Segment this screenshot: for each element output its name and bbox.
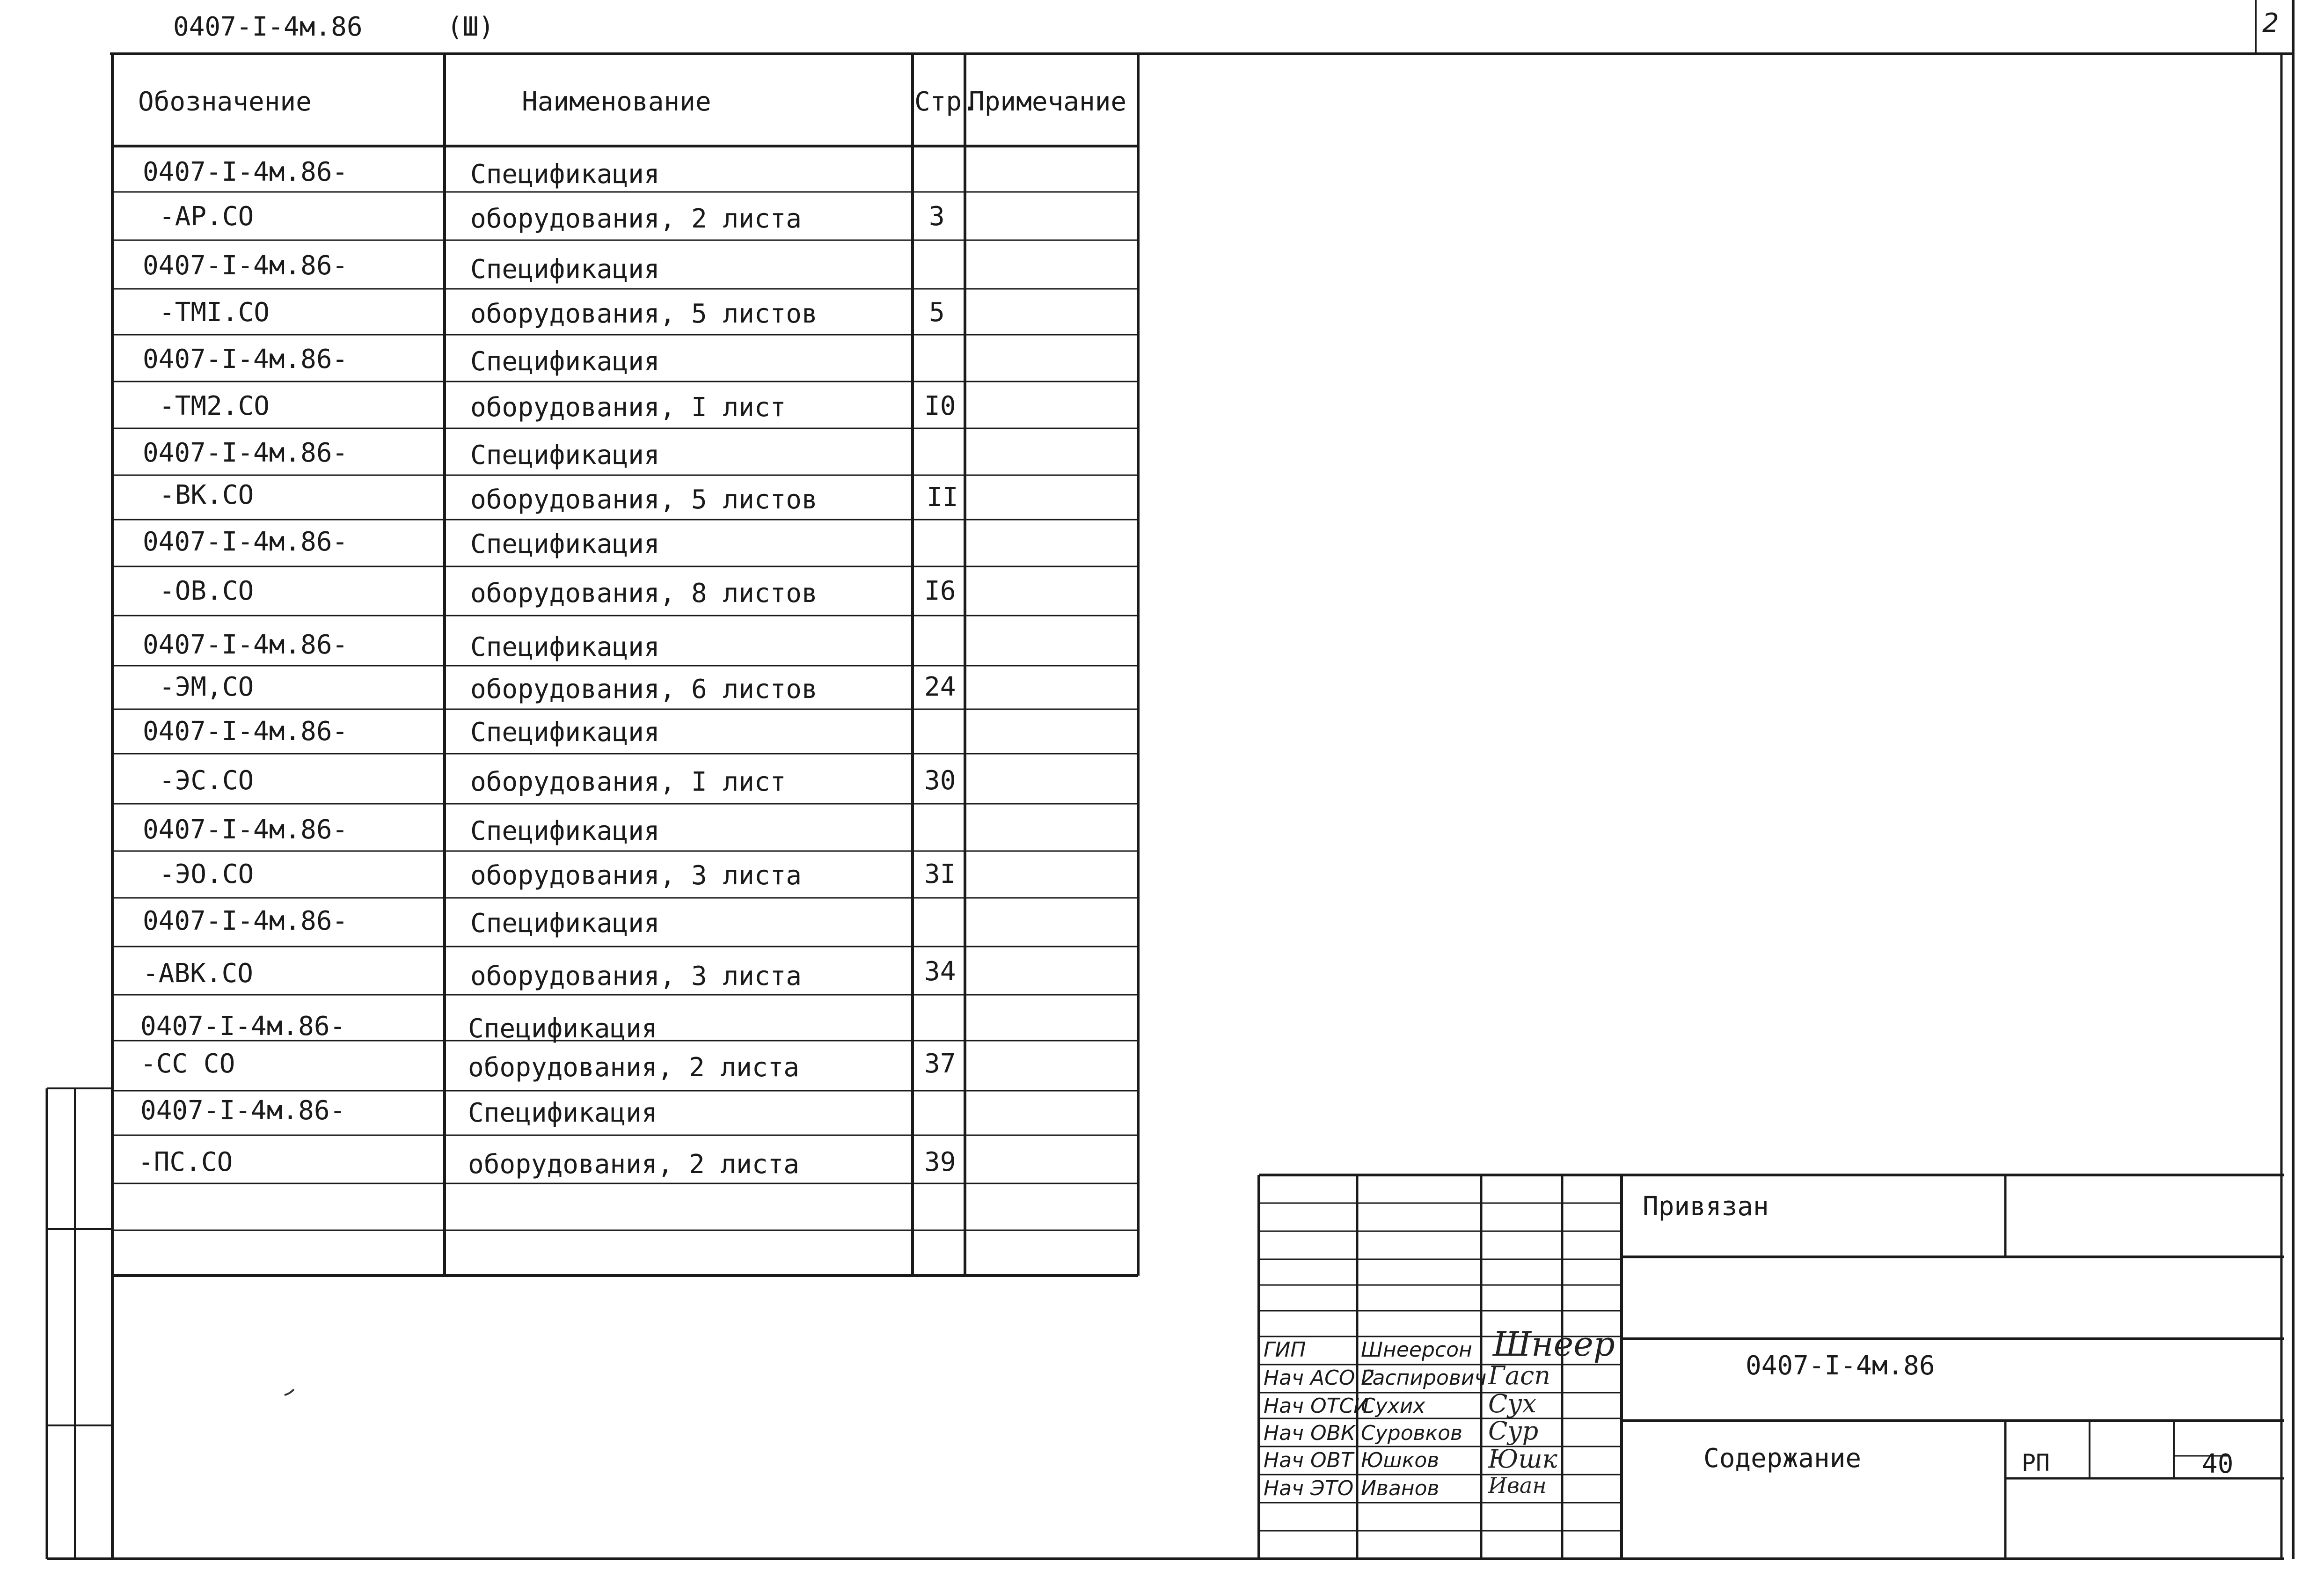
row-name-line2: оборудования, 2 листа: [468, 1149, 800, 1180]
row-name-line1: Спецификация: [470, 159, 660, 190]
signature-nach-ovk: Сур: [1488, 1416, 1539, 1446]
row-code-line1: 0407-I-4м.86-: [143, 157, 348, 187]
staff-role: Нач ОВК: [1264, 1421, 1356, 1445]
row-code-line2: -ЭС.СО: [159, 765, 254, 796]
row-code-line2: -АР.СО: [159, 201, 254, 232]
row-code-line1: 0407-I-4м.86-: [143, 527, 348, 557]
row-code-line2: -АВК.СО: [143, 958, 254, 989]
row-name-line1: Спецификация: [470, 908, 660, 939]
signature-gip: Шнеер: [1493, 1324, 1615, 1364]
staff-name: Юшков: [1361, 1448, 1440, 1472]
row-page: II: [927, 482, 958, 513]
signature-nach-eto: Иван: [1488, 1473, 1547, 1498]
row-name-line2: оборудования, 5 листов: [470, 485, 818, 515]
row-code-line2: -ВК.СО: [159, 480, 254, 510]
staff-role: ГИП: [1264, 1338, 1306, 1362]
row-name-line1: Спецификация: [468, 1098, 658, 1128]
row-name-line2: оборудования, I лист: [470, 392, 786, 423]
row-code-line1: 0407-I-4м.86-: [143, 716, 348, 747]
stage-code: РП: [2022, 1449, 2050, 1476]
signature-nach-ovt: Юшк: [1488, 1444, 1557, 1474]
row-code-line1: 0407-I-4м.86-: [143, 344, 348, 374]
staff-name: Сухих: [1361, 1394, 1425, 1418]
signature-nach-otsi: Сух: [1488, 1389, 1537, 1418]
row-name-line1: Спецификация: [470, 816, 660, 846]
row-code-line1: 0407-I-4м.86-: [140, 1011, 346, 1042]
row-page: 3I: [924, 859, 956, 889]
row-name-line1: Спецификация: [468, 1013, 658, 1044]
row-page: 34: [924, 956, 956, 987]
staff-role: Нач ОВТ: [1264, 1448, 1353, 1472]
row-name-line2: оборудования, 2 листа: [470, 204, 802, 234]
row-name-line1: Спецификация: [470, 346, 660, 377]
bound-label: Привязан: [1643, 1191, 1769, 1222]
staff-name: Шнеерсон: [1361, 1338, 1472, 1362]
row-page: 39: [924, 1147, 956, 1177]
row-page: 5: [929, 297, 945, 328]
row-name-line2: оборудования, 3 листа: [470, 961, 802, 991]
staff-name: Суровков: [1361, 1421, 1462, 1445]
staff-name: Иванов: [1361, 1476, 1440, 1500]
row-name-line1: Спецификация: [470, 717, 660, 748]
row-code-line1: 0407-I-4м.86-: [143, 438, 348, 468]
signature-nach-aso: Гасп: [1488, 1361, 1550, 1390]
row-code-line2: -ОВ.СО: [159, 576, 254, 606]
document-code: 0407-I-4м.86: [173, 12, 363, 42]
row-code-line2: -ЭО.СО: [159, 859, 254, 889]
col-header-name: Наименование: [522, 87, 711, 117]
row-name-line2: оборудования, 2 листа: [468, 1052, 800, 1083]
row-code-line1: 0407-I-4м.86-: [143, 906, 348, 936]
row-code-line1: 0407-I-4м.86-: [143, 630, 348, 660]
sheet-number: 2: [2262, 8, 2279, 38]
row-name-line2: оборудования, 3 листа: [470, 860, 802, 891]
row-page: 3: [929, 201, 945, 232]
row-page: I6: [924, 576, 956, 606]
project-code: 0407-I-4м.86: [1746, 1351, 1935, 1381]
document-title: Содержание: [1703, 1443, 1862, 1474]
row-code-line2: -ЭМ,СО: [159, 672, 254, 702]
row-page: 24: [924, 672, 956, 702]
staff-role: Нач ЭТО: [1264, 1476, 1354, 1500]
row-name-line2: оборудования, I лист: [470, 767, 786, 797]
row-name-line1: Спецификация: [470, 529, 660, 559]
row-name-line2: оборудования, 5 листов: [470, 299, 818, 329]
col-header-page: Стр.: [914, 87, 978, 117]
row-name-line1: Спецификация: [470, 440, 660, 470]
row-code-line2: -СС СО: [140, 1049, 235, 1079]
row-page: 37: [924, 1049, 956, 1079]
row-name-line2: оборудования, 8 листов: [470, 578, 818, 609]
row-page: 30: [924, 765, 956, 796]
staff-role: Нач ОТСИ: [1264, 1394, 1369, 1418]
col-header-designation: Обозначение: [138, 87, 312, 117]
row-name-line2: оборудования, 6 листов: [470, 674, 818, 705]
row-code-line2: -TM2.CO: [159, 391, 270, 421]
row-code-line1: 0407-I-4м.86-: [143, 815, 348, 845]
row-name-line1: Спецификация: [470, 632, 660, 662]
staff-name: Гаспирович: [1361, 1366, 1487, 1390]
row-code-line2: -TMI.CO: [159, 297, 270, 328]
row-code-line1: 0407-I-4м.86-: [143, 250, 348, 281]
col-header-note: Примечание: [969, 87, 1127, 117]
row-name-line1: Спецификация: [470, 254, 660, 285]
row-code-line2: -ПС.СО: [138, 1147, 233, 1177]
row-code-line1: 0407-I-4м.86-: [140, 1095, 346, 1126]
sheet-total: 40: [2202, 1449, 2234, 1479]
staff-role: Нач АСО 2: [1264, 1366, 1375, 1390]
row-page: I0: [924, 391, 956, 421]
format-mark: (Ш): [447, 12, 495, 42]
